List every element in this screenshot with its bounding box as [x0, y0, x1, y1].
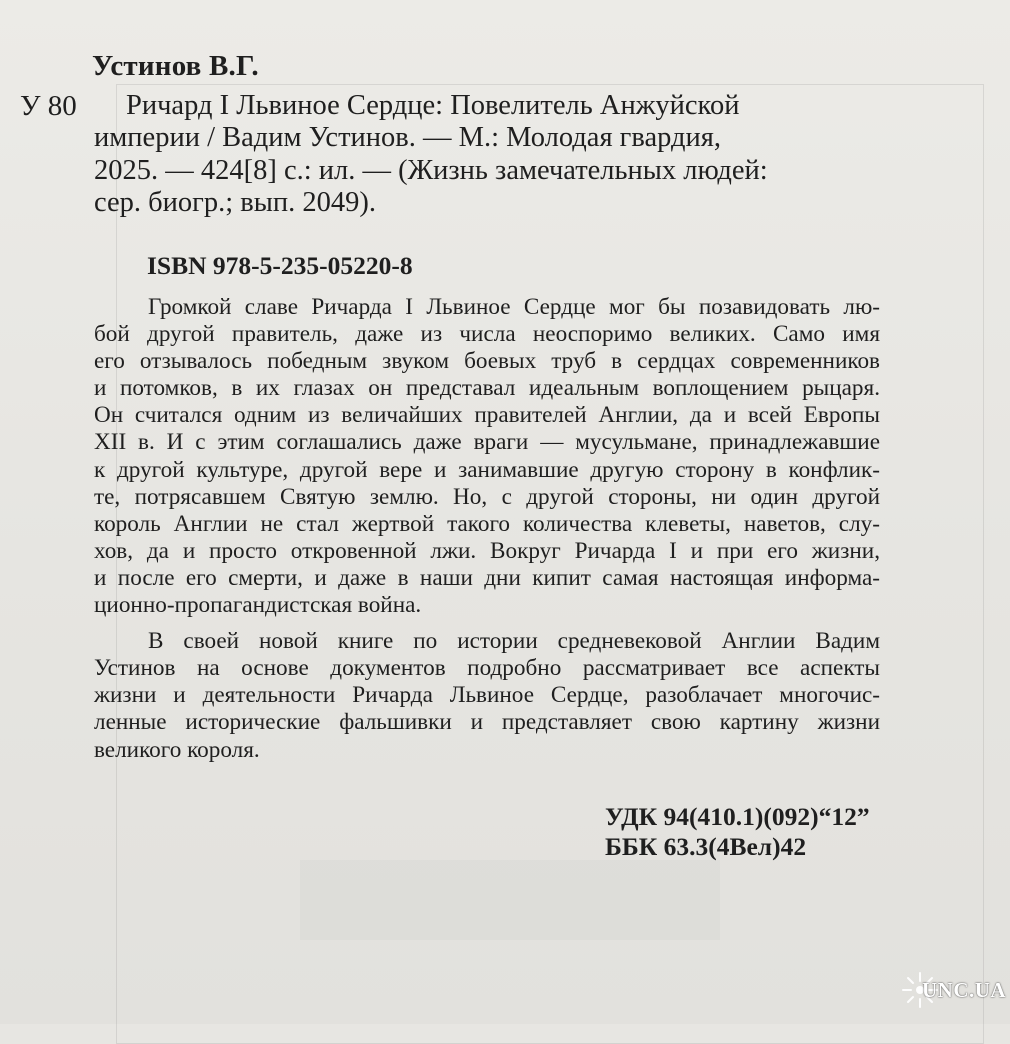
abstract-line: жизни и деятельности Ричарда Львиное Сердце, разоблачает многочис-	[94, 682, 880, 709]
watermark-text: UNC.UA	[922, 978, 1007, 1002]
abstract-line: к другой культуре, другой вере и занимавшие другую сторону в конфлик-	[94, 456, 880, 483]
isbn: ISBN 978-5-235-05220-8	[147, 251, 413, 280]
abstract-line: ленные исторические фальшивки и представляет свою картину жизни	[94, 709, 880, 736]
abstract-line: ционно-пропагандистская война.	[94, 592, 422, 619]
watermark	[900, 966, 1007, 1016]
biblio-line: 2025. — 424[8] с.: ил. — (Жизнь замечательных людей:	[94, 154, 768, 186]
abstract-line: и потомков, в их глазах он представал идеальным воплощением рыцаря.	[94, 375, 880, 402]
abstract-line: XII в. И с этим соглашались даже враги — мусульмане, принадлежавшие	[94, 429, 880, 456]
abstract-line: хов, да и просто откровенной лжи. Вокруг Ричарда I и при его жизни,	[94, 537, 880, 564]
biblio-line: сер. биогр.; вып. 2049).	[94, 186, 376, 218]
udk-index: УДК 94(410.1)(092)“12”	[605, 802, 870, 831]
biblio-line: Ричард I Львиное Сердце: Повелитель Анжуйской	[126, 90, 740, 121]
abstract-line: Устинов на основе документов подробно рассматривает все аспекты	[94, 655, 880, 682]
bleed-through-text	[300, 860, 720, 940]
abstract-line: и после его смерти, и даже в наши дни кипит самая настоящая информа-	[94, 564, 880, 591]
abstract-line: Громкой славе Ричарда I Львиное Сердце мог бы позавидовать лю-	[148, 294, 880, 320]
abstract-line: те, потрясавшем Святую землю. Но, с другой стороны, ни один другой	[94, 483, 880, 510]
classification-code: У 80	[20, 90, 77, 122]
abstract	[94, 294, 880, 764]
abstract-line: его отзывалось победным звуком боевых труб в сердцах современников	[94, 348, 880, 375]
bibliographic-description	[94, 90, 884, 219]
abstract-line: великого короля.	[94, 736, 260, 763]
author-name: Устинов В.Г.	[92, 50, 259, 82]
biblio-line: империи / Вадим Устинов. — М.: Молодая гвардия,	[94, 122, 721, 154]
abstract-line: Он считался одним из величайших правителей Англии, да и всей Европы	[94, 402, 880, 429]
abstract-line: бой другой правитель, даже из числа неоспоримо великих. Само имя	[94, 321, 880, 348]
abstract-line: король Англии не стал жертвой такого количества клеветы, наветов, слу-	[94, 510, 880, 537]
bbk-index: ББК 63.3(4Вел)42	[605, 832, 807, 861]
abstract-line: В своей новой книге по истории средневековой Англии Вадим	[148, 628, 880, 655]
